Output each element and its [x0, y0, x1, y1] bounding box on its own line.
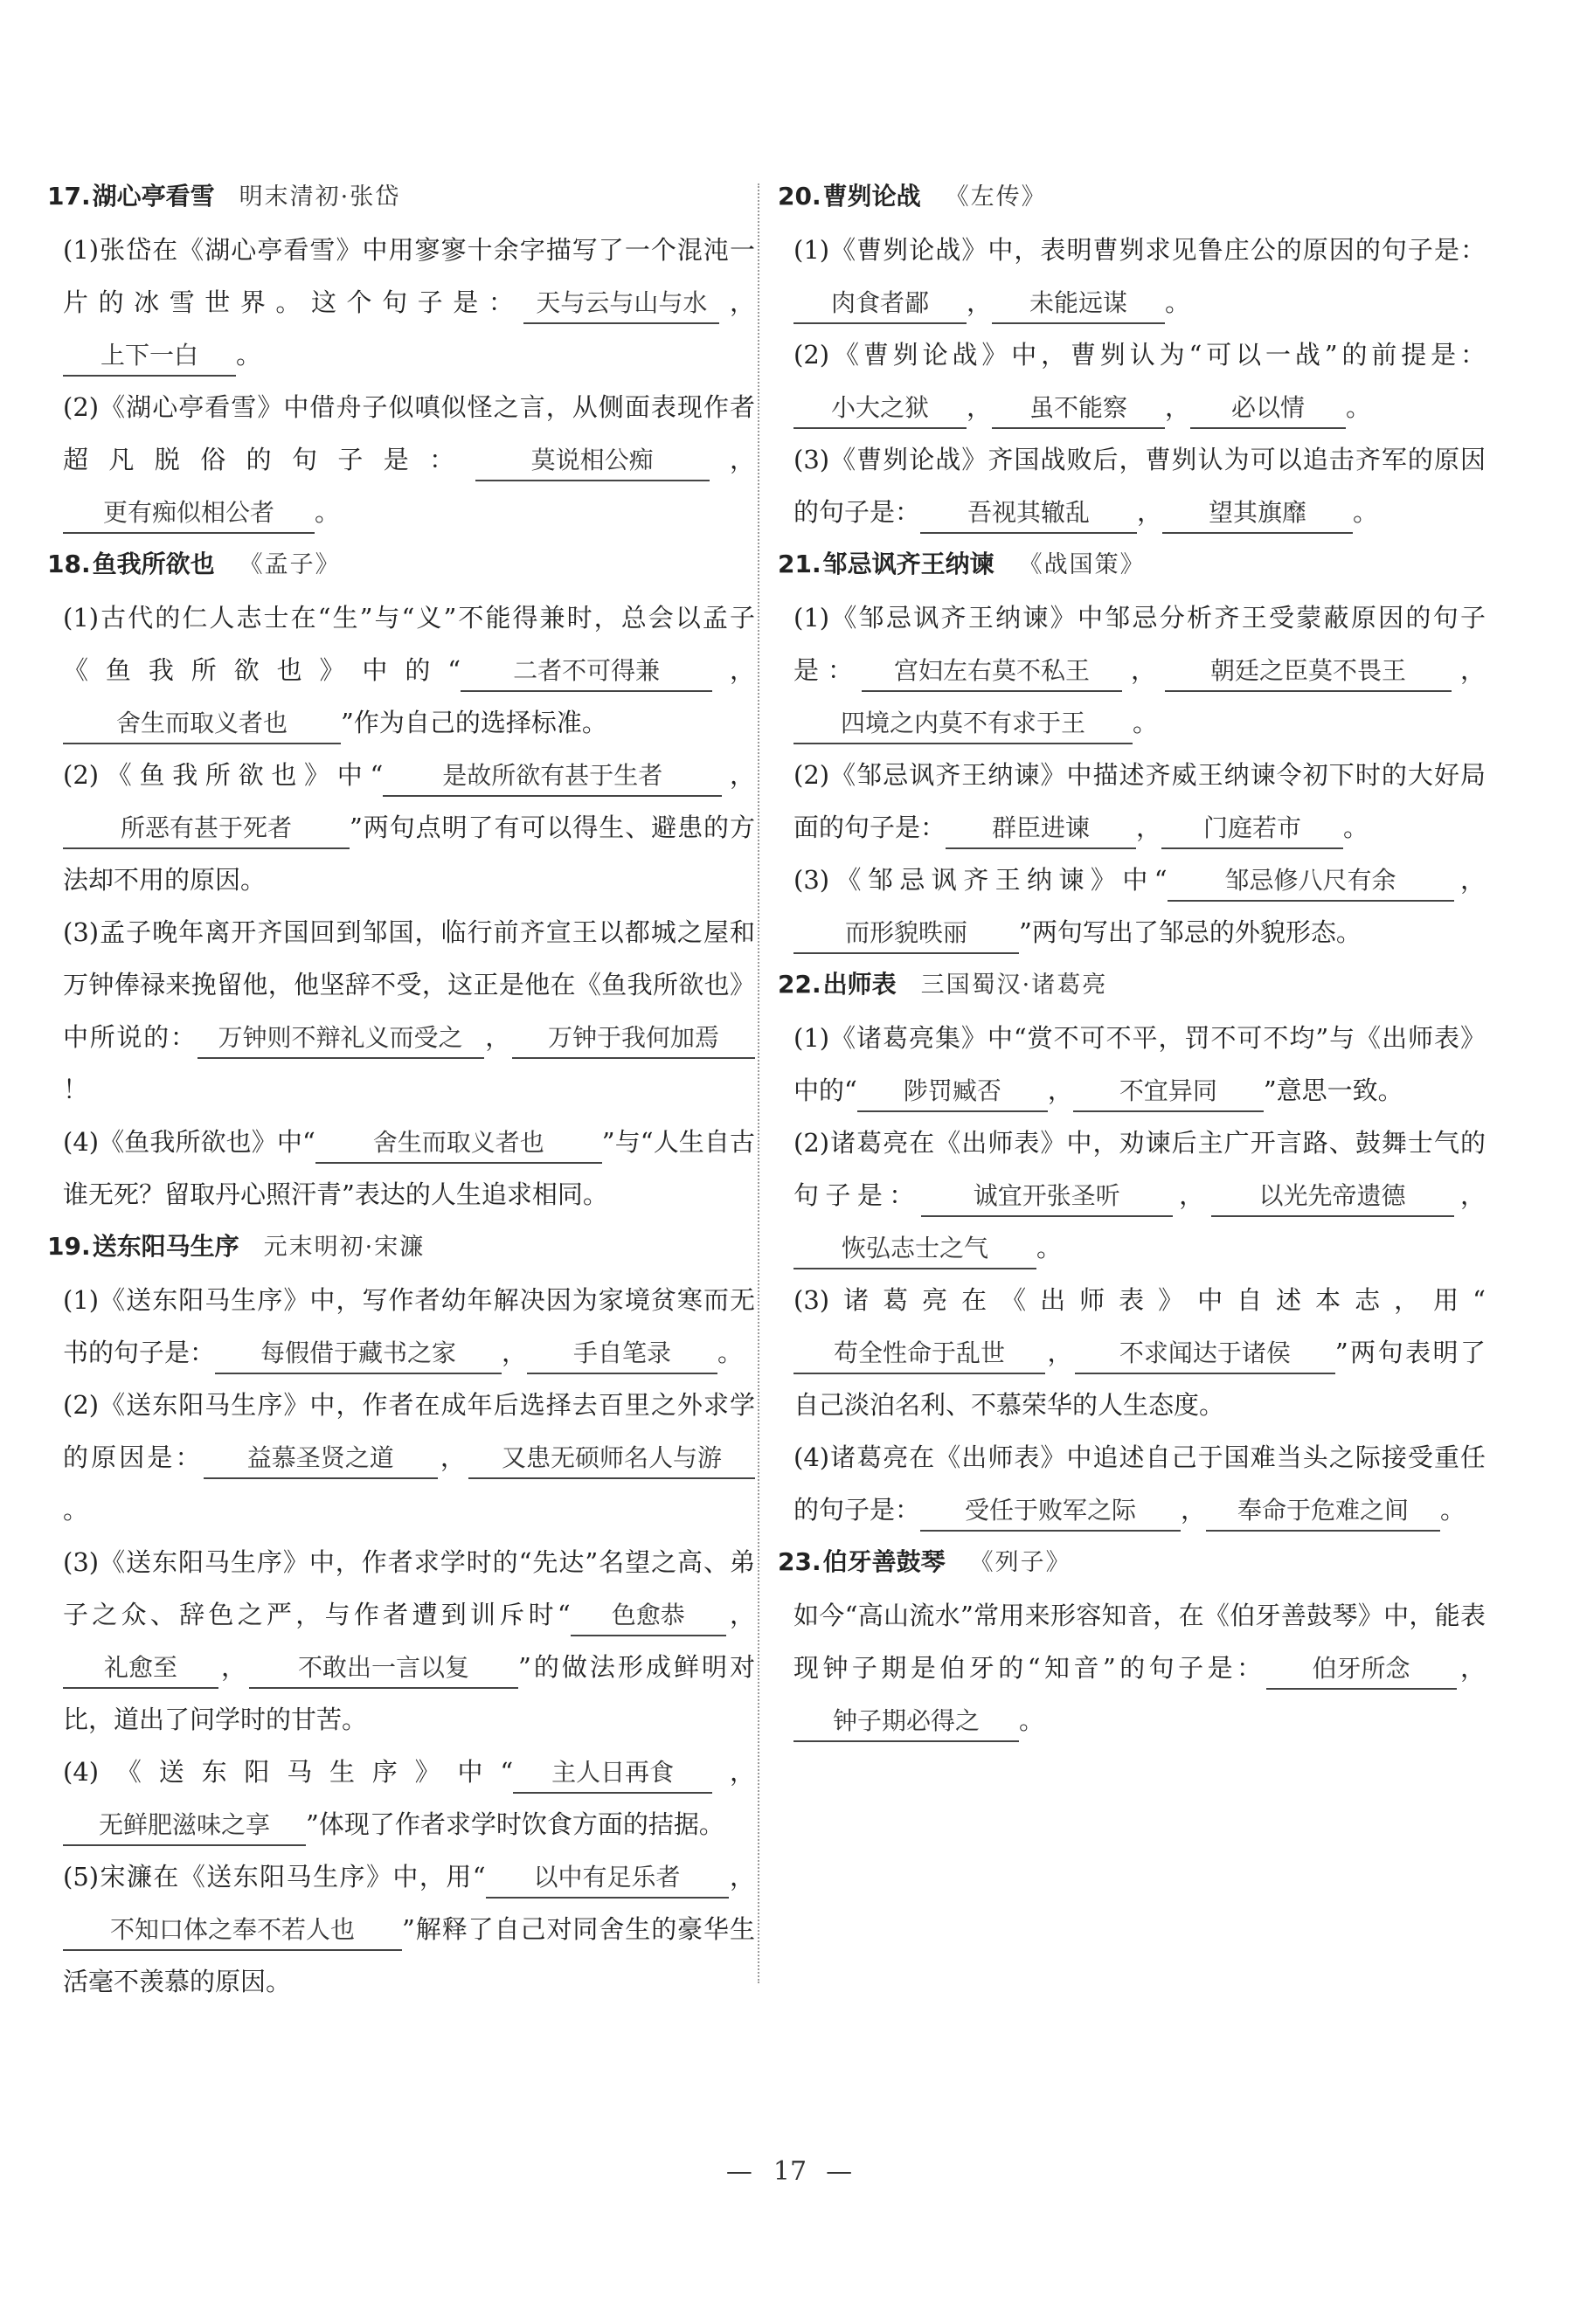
answer-blank: 二者不可得兼: [461, 652, 712, 692]
answer-blank: 不宜异同: [1073, 1072, 1264, 1112]
question-text: 诸葛亮在《出师表》中自述本志，用“: [829, 1285, 1486, 1315]
answer-blank: 莫说相公痴: [475, 441, 710, 481]
question-tail: 。: [717, 1338, 744, 1367]
question-label: (1): [793, 235, 830, 265]
question-text: 《送东阳马生序》中，作者在成年后选择去百里之外求学的原因是：: [63, 1390, 755, 1472]
section-title: 出师表: [822, 970, 897, 999]
question-label: (2): [793, 760, 830, 790]
question-text: 《鱼我所欲也》中“: [99, 760, 384, 790]
question-tail: ！: [63, 1075, 89, 1104]
question-label: (4): [793, 1442, 830, 1472]
section-19: [47, 1221, 755, 2008]
section-source: 三国蜀汉·诸葛亮: [920, 972, 1108, 999]
section-title: 邹忌讽齐王纳谏: [822, 550, 994, 578]
question-label: (3): [793, 445, 830, 474]
question-label: (1): [793, 603, 830, 633]
answer-blank: 虽不能察: [992, 389, 1165, 429]
question-19-4: (4)《送东阳马生序》中“ 主人日再食 ，无鲜肥滋味之享 ”体现了作者求学时饮食方面的拮据。: [47, 1746, 755, 1850]
question-17-1: (1)张岱在《湖心亭看雪》中用寥寥十余字描写了一个混沌一片的冰雪世界。这个句子是： 天与云与山与水 ，上下一白 。: [47, 224, 755, 381]
section-source: 《战国策》: [1018, 551, 1146, 578]
section-title: 曹刿论战: [822, 182, 921, 211]
question-label: (3): [793, 1285, 830, 1315]
answer-blank: 是故所欲有甚于生者: [383, 757, 722, 797]
question-tail: 。: [63, 1495, 89, 1525]
question-18-4: [47, 1116, 755, 1221]
question-23-1: 如今“高山流水”常用来形容知音，在《伯牙善鼓琴》中，能表现钟子期是伯牙的“知音”的句子是： 伯牙所念 ，钟子期必得之 。: [778, 1589, 1486, 1746]
section-number: 21.: [778, 550, 821, 578]
section-heading: [778, 170, 1486, 224]
question-label: (1): [793, 1023, 830, 1053]
question-text: 宋濂在《送东阳马生序》中，用“: [99, 1862, 486, 1892]
question-label: (2): [63, 1390, 100, 1420]
question-tail: ”体现了作者求学时饮食方面的拮据。: [306, 1809, 724, 1839]
question-tail: 。: [1346, 392, 1372, 422]
question-text: 《鱼我所欲也》中“: [99, 1127, 315, 1157]
section-heading: [47, 1221, 755, 1274]
question-tail: 。: [236, 340, 262, 370]
right-column: [778, 170, 1486, 1746]
answer-blank: 肉食者鄙: [793, 284, 967, 324]
question-tail: 。: [1133, 708, 1159, 737]
question-tail: 。: [1343, 813, 1369, 842]
question-text: 《送东阳马生序》中，写作者幼年解决因为家境贫寒而无书的句子是：: [63, 1285, 755, 1367]
answer-blank: 而形貌昳丽: [793, 914, 1019, 954]
section-source: 《左传》: [945, 183, 1047, 211]
question-label: (1): [63, 603, 100, 633]
section-heading: [47, 170, 755, 224]
answer-blank: 吾视其辙乱: [920, 494, 1137, 534]
answer-blank: 奉命于危难之间: [1206, 1491, 1440, 1532]
question-text: 《送东阳马生序》中“: [99, 1757, 514, 1787]
section-source: 《孟子》: [239, 551, 341, 578]
answer-blank: 又患无硕师名人与游: [468, 1439, 755, 1479]
question-tail: ”两句点明了有可以得生、避患的方法却不用的原因。: [63, 813, 755, 895]
question-text: 《曹刿论战》中，表明曹刿求见鲁庄公的原因的句子是：: [829, 235, 1486, 265]
answer-blank: 陟罚臧否: [857, 1072, 1048, 1112]
answer-blank: 主人日再食: [513, 1753, 712, 1794]
question-label: (3): [793, 865, 830, 895]
answer-blank: 舍生而取义者也: [63, 704, 341, 744]
answer-blank: 朝廷之臣莫不畏王: [1165, 652, 1452, 692]
section-heading: [778, 1536, 1486, 1589]
section-20: [778, 170, 1486, 538]
answer-blank: 不知口体之奉不若人也: [63, 1911, 402, 1951]
section-number: 19.: [47, 1232, 91, 1261]
left-column: [47, 170, 755, 2008]
question-17-2: (2)《湖心亭看雪》中借舟子似嗔似怪之言，从侧面表现作者超凡脱俗的句子是： 莫说相公痴 ，更有痴似相公者 。: [47, 381, 755, 538]
question-text: 《邹忌讽齐王纳谏》中描述齐威王纳谏令初下时的大好局面的句子是：: [793, 760, 1486, 842]
answer-blank: 不求闻达于诸侯: [1075, 1334, 1335, 1374]
answer-blank: 受任于败军之际: [920, 1491, 1181, 1532]
question-label: (2): [63, 392, 100, 422]
question-text: 《曹刿论战》中，曹刿认为“可以一战”的前提是：: [829, 340, 1486, 370]
section-title: 送东阳马生序: [92, 1232, 239, 1261]
answer-blank: 所恶有甚于死者: [63, 809, 350, 849]
question-tail: 。: [1019, 1705, 1045, 1735]
question-tail: 。: [1036, 1233, 1063, 1262]
answer-blank: 以光先帝遗德: [1211, 1177, 1454, 1217]
answer-blank: 万钟则不辩礼义而受之: [198, 1019, 484, 1059]
answer-blank: 苟全性命于乱世: [793, 1334, 1045, 1374]
page-dash-left: —: [725, 2156, 754, 2187]
question-label: (2): [793, 340, 830, 370]
answer-blank: 益慕圣贤之道: [204, 1439, 438, 1479]
question-label: (1): [63, 1285, 100, 1315]
answer-blank: 不敢出一言以复: [249, 1649, 518, 1689]
section-title: 湖心亭看雪: [92, 182, 215, 211]
question-text: 如今“高山流水”常用来形容知音，在《伯牙善鼓琴》中，能表现钟子期是伯牙的“知音”的句子是：: [793, 1601, 1486, 1683]
section-number: 22.: [778, 970, 821, 999]
section-number: 23.: [778, 1547, 821, 1576]
section-heading: [47, 538, 755, 591]
question-tail: ”意思一致。: [1263, 1076, 1403, 1105]
answer-blank: 更有痴似相公者: [63, 494, 315, 534]
answer-blank: 色愈恭: [571, 1596, 726, 1636]
answer-blank: 礼愈至: [63, 1649, 218, 1689]
answer-blank: 舍生而取义者也: [315, 1124, 602, 1164]
answer-blank: 未能远谋: [992, 284, 1165, 324]
question-text: 《湖心亭看雪》中借舟子似嗔似怪之言，从侧面表现作者超凡脱俗的句子是：: [63, 392, 755, 474]
question-text: 《邹忌讽齐王纳谏》中“: [829, 865, 1168, 895]
question-tail: ”解释了自己对同舍生的豪华生活毫不羡慕的原因。: [63, 1914, 755, 1996]
question-20-3: (3)《曹刿论战》齐国战败后，曹刿认为可以追击齐军的原因的句子是： 吾视其辙乱 ， 望其旗靡 。: [778, 433, 1486, 538]
question-tail: ”两句写出了邹忌的外貌形态。: [1019, 917, 1362, 947]
question-20-1: (1)《曹刿论战》中，表明曹刿求见鲁庄公的原因的句子是：肉食者鄙 ， 未能远谋 。: [778, 224, 1486, 329]
page-dash-right: —: [826, 2156, 855, 2187]
question-18-1: (1)古代的仁人志士在“生”与“义”不能得兼时，总会以孟子《鱼我所欲也》中的“ 二者不可得兼 ，舍生而取义者也 ”作为自己的选择标准。: [47, 591, 755, 749]
answer-blank: 手自笔录: [527, 1334, 717, 1374]
question-text: 《诸葛亮集》中“赏不可不平，罚不可不均”与《出师表》中的“: [793, 1023, 1486, 1105]
answer-blank: 邹忌修八尺有余: [1168, 861, 1454, 902]
question-19-2: (2)《送东阳马生序》中，作者在成年后选择去百里之外求学的原因是： 益慕圣贤之道 ， 又患无硕师名人与游。: [63, 1390, 755, 1525]
section-18: [47, 538, 755, 1221]
question-tail: 。: [1165, 287, 1191, 317]
answer-blank: 钟子期必得之: [793, 1702, 1019, 1742]
question-label: (2): [793, 1128, 830, 1158]
answer-blank: 望其旗靡: [1162, 494, 1353, 534]
question-tail: 。: [315, 497, 341, 527]
answer-blank: 门庭若市: [1161, 809, 1343, 849]
question-text: 张岱在《湖心亭看雪》中用寥寥十余字描写了一个混沌一片的冰雪世界。这个句子是：: [63, 235, 755, 317]
question-label: (3): [63, 1547, 100, 1577]
answer-blank: 诚宜开张圣听: [921, 1177, 1173, 1217]
question-label: (4): [63, 1127, 100, 1157]
answer-blank: 恢弘志士之气: [793, 1229, 1036, 1269]
question-18-2: (2)《鱼我所欲也》中“ 是故所欲有甚于生者 ，所恶有甚于死者 ”两句点明了有可以得生、避患的方法却不用的原因。: [47, 749, 755, 906]
page-number-footer: [0, 2156, 1580, 2187]
question-19-1: (1)《送东阳马生序》中，写作者幼年解决因为家境贫寒而无书的句子是： 每假借于藏书之家 ， 手自笔录 。: [47, 1274, 755, 1379]
section-number: 18.: [47, 550, 91, 578]
question-tail: ”与“人生自古谁无死？留取丹心照汗青”表达的人生追求相同。: [63, 1127, 756, 1209]
question-text: 《邹忌讽齐王纳谏》中邹忌分析齐王受蒙蔽原因的句子是：: [793, 603, 1486, 685]
section-source: 《列子》: [969, 1549, 1071, 1576]
section-number: 17.: [47, 182, 91, 211]
question-label: (5): [63, 1862, 100, 1892]
section-21: [778, 538, 1486, 958]
question-label: (1): [63, 235, 100, 265]
section-title: 伯牙善鼓琴: [822, 1547, 946, 1576]
question-label: (4): [63, 1757, 100, 1787]
question-text: 诸葛亮在《出师表》中，劝谏后主广开言路、鼓舞士气的句子是：: [793, 1128, 1486, 1210]
question-21-1: (1)《邹忌讽齐王纳谏》中邹忌分析齐王受蒙蔽原因的句子是： 宫妇左右莫不私王 ， 朝廷之臣莫不畏王 ，四境之内莫不有求于王 。: [778, 591, 1486, 749]
question-22-1: (1)《诸葛亮集》中“赏不可不平，罚不可不均”与《出师表》中的“ 陟罚臧否 ， 不宜异同 ”意思一致。: [778, 1012, 1486, 1117]
answer-blank: 无鲜肥滋味之享: [63, 1806, 306, 1846]
answer-blank: 上下一白: [63, 336, 236, 377]
section-23: [778, 1536, 1486, 1746]
question-tail: ”两句表明了自己淡泊名利、不慕荣华的人生态度。: [793, 1338, 1486, 1420]
question-22-3: (3)诸葛亮在《出师表》中自述本志，用“苟全性命于乱世 ， 不求闻达于诸侯 ”两句表明了自己淡泊名利、不慕荣华的人生态度。: [793, 1285, 1486, 1420]
answer-blank: 必以情: [1190, 389, 1346, 429]
page-number: 17: [773, 2156, 807, 2187]
section-heading: [778, 958, 1486, 1012]
answer-blank: 天与云与山与水: [523, 284, 719, 324]
question-label: (2): [63, 760, 100, 790]
section-22: [778, 958, 1486, 1536]
section-source: 明末清初·张岱: [239, 183, 401, 211]
question-21-2: (2)《邹忌讽齐王纳谏》中描述齐威王纳谏令初下时的大好局面的句子是： 群臣进谏 ， 门庭若市 。: [778, 749, 1486, 854]
question-21-3: (3)《邹忌讽齐王纳谏》中“ 邹忌修八尺有余 ，而形貌昳丽 ”两句写出了邹忌的外貌形态。: [778, 854, 1486, 958]
question-text: 诸葛亮在《出师表》中追述自己于国难当头之际接受重任的句子是：: [793, 1442, 1486, 1525]
question-text: 古代的仁人志士在“生”与“义”不能得兼时，总会以孟子《鱼我所欲也》中的“: [63, 603, 755, 685]
section-17: [47, 170, 755, 538]
answer-blank: 群臣进谏: [946, 809, 1136, 849]
question-19-5: (5)宋濂在《送东阳马生序》中，用“ 以中有足乐者 ，不知口体之奉不若人也 ”解释了自己对同舍生的豪华生活毫不羡慕的原因。: [47, 1850, 755, 2008]
answer-blank: 以中有足乐者: [486, 1858, 729, 1899]
answer-blank: 宫妇左右莫不私王: [862, 652, 1122, 692]
question-text: 《送东阳马生序》中，作者求学时的“先达”名望之高、弟子之众、辞色之严，与作者遭到训斥时“: [63, 1547, 755, 1629]
answer-blank: 伯牙所念: [1266, 1650, 1457, 1690]
question-text: 孟子晚年离开齐国回到邹国，临行前齐宣王以都城之屋和万钟俸禄来挽留他，他坚辞不受，这正是他在《鱼我所欲也》中所说的：: [63, 917, 755, 1052]
question-tail: ”的做法形成鲜明对比，道出了问学时的甘苦。: [63, 1652, 755, 1734]
section-source: 元末明初·宋濂: [263, 1234, 426, 1261]
question-22-4: (4)诸葛亮在《出师表》中追述自己于国难当头之际接受重任的句子是： 受任于败军之际 ， 奉命于危难之间 。: [778, 1431, 1486, 1536]
question-20-2: (2)《曹刿论战》中，曹刿认为“可以一战”的前提是：小大之狱 ， 虽不能察 ， 必以情 。: [778, 329, 1486, 433]
question-tail: 。: [1353, 497, 1379, 527]
section-heading: [778, 538, 1486, 591]
answer-blank: 万钟于我何加焉: [512, 1019, 755, 1059]
question-18-3: (3)孟子晚年离开齐国回到邹国，临行前齐宣王以都城之屋和万钟俸禄来挽留他，他坚辞不受，这正是他在《鱼我所欲也》中所说的： 万钟则不辩礼义而受之 ， 万钟于我何加焉！: [63, 917, 755, 1104]
question-label: (3): [63, 917, 100, 947]
answer-blank: 小大之狱: [793, 389, 967, 429]
question-text: 《曹刿论战》齐国战败后，曹刿认为可以追击齐军的原因的句子是：: [793, 445, 1486, 527]
question-22-2: (2)诸葛亮在《出师表》中，劝谏后主广开言路、鼓舞士气的句子是： 诚宜开张圣听 ， 以光先帝遗德 ，恢弘志士之气 。: [778, 1117, 1486, 1274]
column-divider: [758, 183, 759, 1983]
section-title: 鱼我所欲也: [92, 550, 215, 578]
answer-blank: 四境之内莫不有求于王: [793, 704, 1133, 744]
answer-blank: 每假借于藏书之家: [215, 1334, 502, 1374]
question-tail: 。: [1440, 1495, 1466, 1525]
section-number: 20.: [778, 182, 821, 211]
question-19-3: (3)《送东阳马生序》中，作者求学时的“先达”名望之高、弟子之众、辞色之严，与作者遭到训斥时“ 色愈恭 ，礼愈至 ， 不敢出一言以复 ”的做法形成鲜明对比，道出了问学时的甘苦。: [63, 1547, 755, 1734]
question-tail: ”作为自己的选择标准。: [341, 708, 607, 737]
